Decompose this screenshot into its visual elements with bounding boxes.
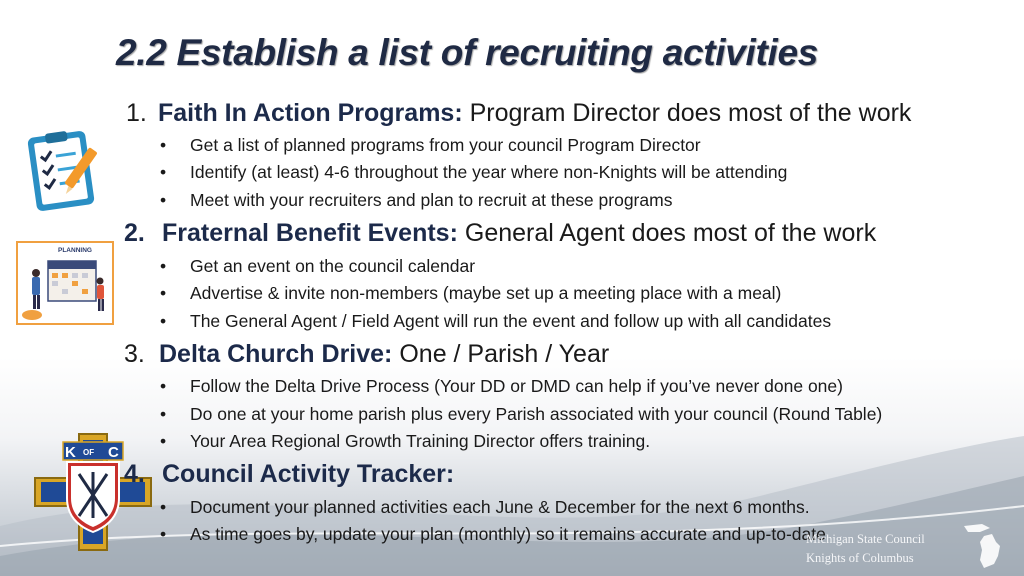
list-item bbox=[160, 496, 810, 518]
list-item bbox=[160, 375, 843, 397]
section-4-heading bbox=[124, 459, 454, 489]
bullet-icon: • bbox=[160, 431, 167, 451]
list-item bbox=[160, 403, 882, 425]
section-title: Faith In Action Programs: bbox=[158, 99, 463, 127]
footer-org-name: Knights of Columbus bbox=[806, 551, 914, 565]
section-2-heading bbox=[124, 218, 876, 248]
bullet-icon: • bbox=[160, 311, 167, 331]
section-1-heading bbox=[126, 98, 911, 128]
bullet-icon: • bbox=[160, 497, 167, 517]
section-title: Council Activity Tracker: bbox=[162, 460, 455, 488]
bullet-text: Get an event on the council calendar bbox=[190, 256, 476, 276]
bullet-icon: • bbox=[160, 376, 167, 396]
logo-letter-of: OF bbox=[83, 448, 95, 457]
section-title: Delta Church Drive: bbox=[159, 340, 393, 368]
section-3-heading bbox=[124, 339, 609, 369]
bullet-text: Follow the Delta Drive Process (Your DD or DMD can help if you’ve never done one) bbox=[190, 376, 843, 396]
section-subtitle: General Agent does most of the work bbox=[464, 219, 877, 247]
list-item bbox=[160, 282, 781, 304]
bullet-icon: • bbox=[160, 135, 167, 155]
footer-council-name: Michigan State Council bbox=[806, 532, 925, 546]
section-title: Fraternal Benefit Events: bbox=[162, 219, 458, 247]
section-number: 3. bbox=[124, 340, 145, 368]
list-item bbox=[160, 255, 475, 277]
bullet-text: Your Area Regional Growth Training Director offers training. bbox=[190, 431, 651, 451]
bullet-icon: • bbox=[160, 190, 167, 210]
section-subtitle: One / Parish / Year bbox=[399, 340, 610, 368]
list-item bbox=[160, 310, 831, 332]
bullet-icon: • bbox=[160, 524, 167, 544]
section-number: 1. bbox=[126, 99, 147, 127]
logo-letter-k: K bbox=[65, 444, 76, 461]
logo-letter-c: C bbox=[108, 444, 119, 461]
bullet-text: Get a list of planned programs from your council Program Director bbox=[190, 135, 701, 155]
slide-title: 2.2 Establish a list of recruiting activities bbox=[116, 32, 819, 73]
planning-label: PLANNING bbox=[58, 247, 92, 254]
bullet-icon: • bbox=[160, 256, 167, 276]
list-item bbox=[160, 430, 650, 452]
bullet-text: Do one at your home parish plus every Parish associated with your council (Round Table) bbox=[190, 404, 883, 424]
bullet-text: Advertise & invite non-members (maybe set up a meeting place with a meal) bbox=[190, 283, 782, 303]
list-item bbox=[160, 189, 672, 211]
bullet-icon: • bbox=[160, 283, 167, 303]
list-item bbox=[160, 134, 701, 156]
bullet-text: The General Agent / Field Agent will run the event and follow up with all candidates bbox=[190, 311, 832, 331]
bullet-text: Identify (at least) 4-6 throughout the year where non-Knights will be attending bbox=[190, 162, 788, 182]
list-item bbox=[160, 523, 826, 545]
list-item bbox=[160, 161, 787, 183]
bullet-icon: • bbox=[160, 162, 167, 182]
section-number: 2. bbox=[124, 219, 145, 247]
bullet-text: Document your planned activities each June & December for the next 6 months. bbox=[190, 497, 810, 517]
michigan-icon bbox=[960, 520, 1012, 572]
section-subtitle: Program Director does most of the work bbox=[469, 99, 912, 127]
section-number: 4. bbox=[124, 460, 145, 488]
bullet-icon: • bbox=[160, 404, 167, 424]
bullet-text: As time goes by, update your plan (monthly) so it remains accurate and up-to-date bbox=[190, 524, 826, 544]
bullet-text: Meet with your recruiters and plan to recruit at these programs bbox=[190, 190, 673, 210]
